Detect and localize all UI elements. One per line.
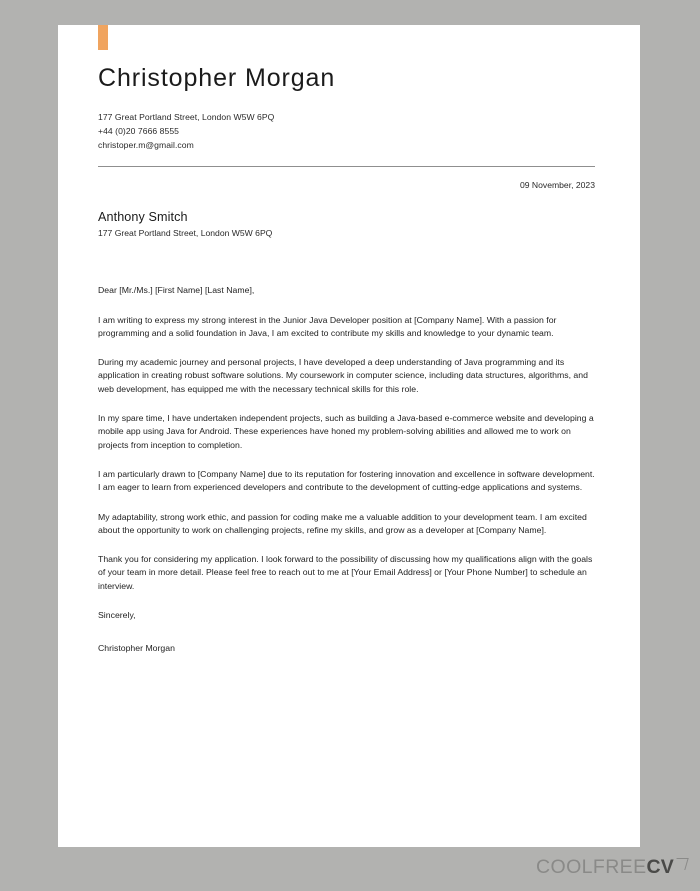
recipient-address: 177 Great Portland Street, London W5W 6PQ xyxy=(98,228,273,239)
letter-page xyxy=(58,25,640,847)
sender-address: 177 Great Portland Street, London W5W 6PQ xyxy=(98,111,275,122)
coolfreecv-watermark xyxy=(536,855,687,878)
body-paragraph: My adaptability, strong work ethic, and passion for coding make me a valuable addition to your development team. I am excited about the opportunity to work on challenging projects, refine my skills, and grow as a developer at [Company Name]. xyxy=(98,511,587,535)
watermark-text-light: COOLFREE xyxy=(536,855,647,878)
sender-email: christoper.m@gmail.com xyxy=(98,139,194,150)
watermark-text-bold: CV xyxy=(646,855,674,878)
body-paragraph: I am particularly drawn to [Company Name] due to its reputation for fostering innovation and excellence in software development. I am eager to learn from experienced developers and contribute to the development of cutting-edge applications and systems. xyxy=(98,468,595,493)
letter-date: 09 November, 2023 xyxy=(519,179,595,190)
recipient-block xyxy=(98,210,595,241)
body-paragraph: In my spare time, I have undertaken independent projects, such as building a Java-based e-commerce website and developing a mobile app using Java for Android. These experiences have honed my problem-solving abilities and allowed me to work on projects from inception to completion. xyxy=(98,413,594,450)
letter-text-block xyxy=(98,284,595,655)
body-paragraph: I am writing to express my strong interest in the Junior Java Developer position at [Company Name]. With a passion for programming and a solid foundation in Java, I am excited to contribute my skills and knowledge to your dynamic team. xyxy=(98,314,557,338)
closing-line: Sincerely, xyxy=(98,609,136,620)
sender-header xyxy=(98,65,595,152)
sender-name: Christopher Morgan xyxy=(98,64,336,92)
header-divider xyxy=(98,166,595,167)
recipient-name: Anthony Smitch xyxy=(98,209,188,224)
body-paragraph: During my academic journey and personal projects, I have developed a deep understanding of Java programming and its application in creating robust software solutions. My coursework in computer science, including data structures, algorithms, and web development, has equipped me with the necessary technical skills for this role. xyxy=(98,357,588,394)
sender-phone: +44 (0)20 7666 8555 xyxy=(98,125,179,136)
letter-content-area xyxy=(98,65,595,656)
salutation: Dear [Mr./Ms.] [First Name] [Last Name], xyxy=(98,285,255,296)
signature-name: Christopher Morgan xyxy=(98,643,175,654)
body-paragraph: Thank you for considering my application. I look forward to the possibility of discussing how my qualifications align with the goals of your team in more detail. Please feel free to reach out to me at [Your Email Address] or [Your Phone Number] to schedule an interview. xyxy=(98,554,593,591)
accent-bar xyxy=(98,25,108,50)
watermark-corner-icon xyxy=(673,858,688,870)
